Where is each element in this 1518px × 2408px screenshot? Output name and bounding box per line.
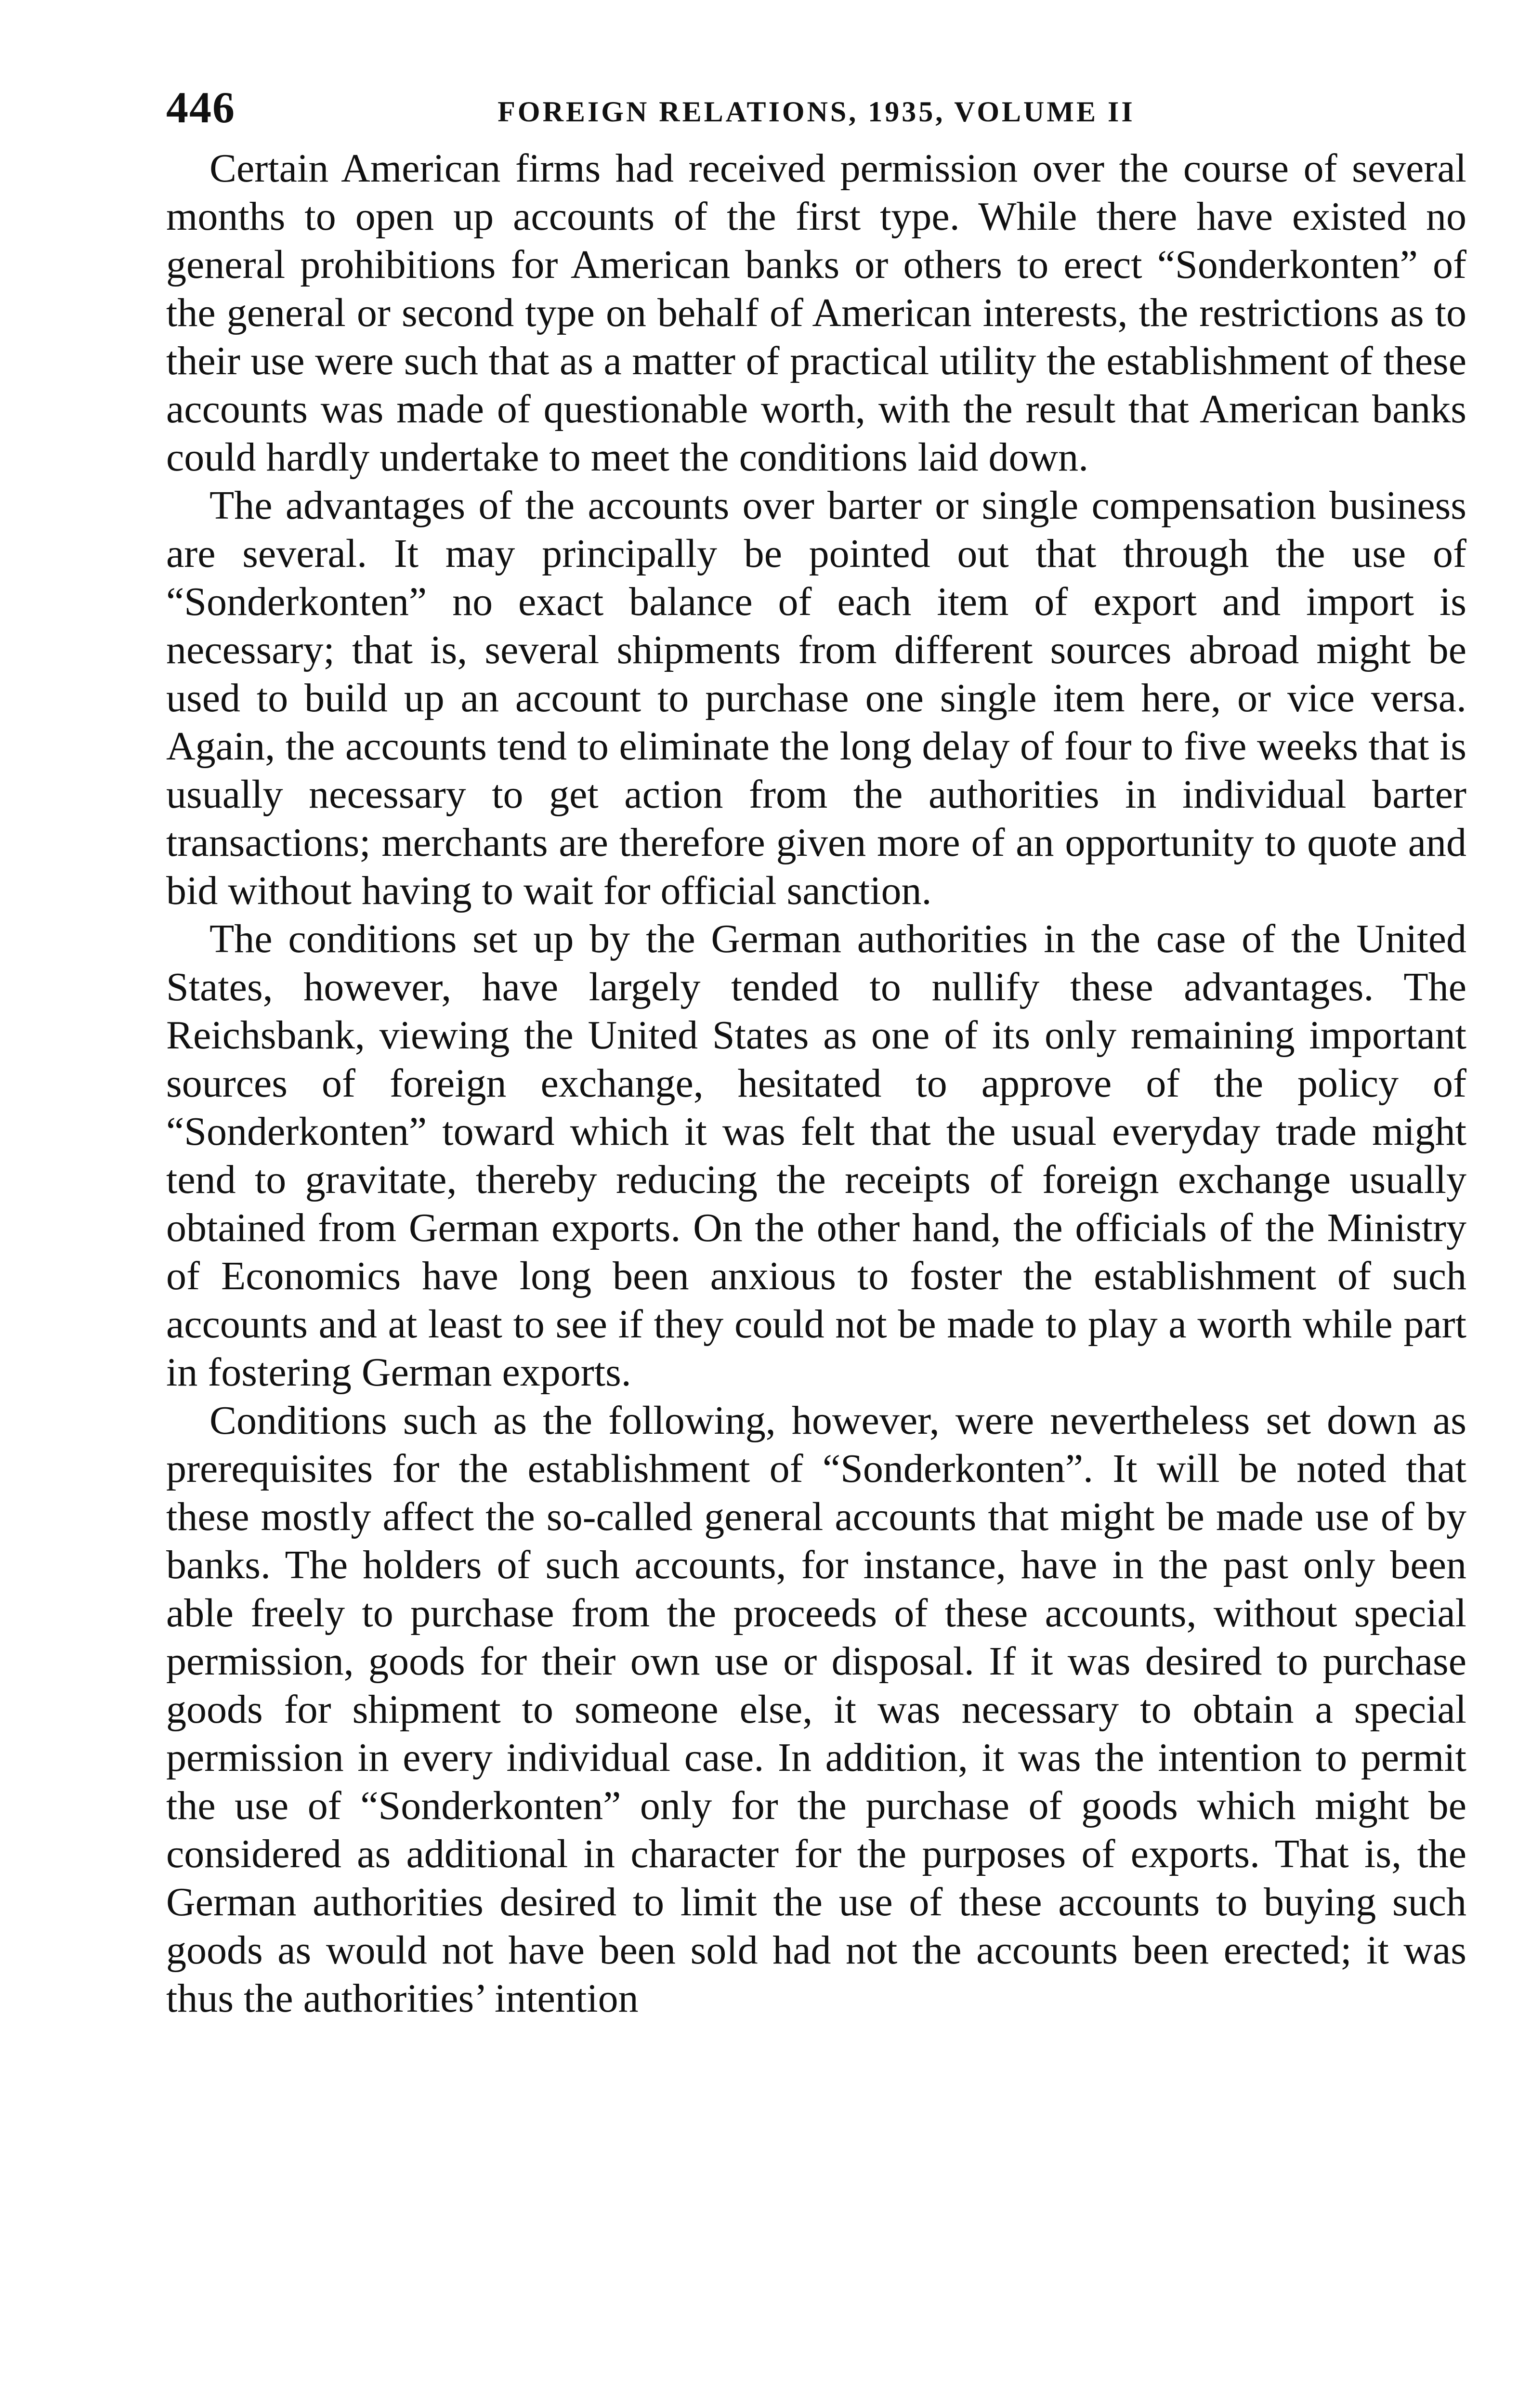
page-number: 446 <box>166 83 236 132</box>
document-page <box>166 72 1466 2023</box>
paragraph-advantages: The advantages of the accounts over barter or single compensation business are several. It may principally be pointed out that through the use of “Sonderkonten” no exact balance of each item of export and import is necessary; that is, several shipments from different sources abroad might be used to build up an account to purchase one single item here, or vice versa. Again, the accounts tend to eliminate the long delay of four to five weeks that is usually necessary to get action from the authorities in individual barter transactions; merchants are therefore given more of an opportunity to quote and bid without having to wait for official sanction. <box>166 483 1466 913</box>
running-title: FOREIGN RELATIONS, 1935, VOLUME II <box>497 96 1135 128</box>
paragraph-prerequisites: Conditions such as the following, however, were nevertheless set down as prerequisites for the establishment of “Sonderkonten”. It will be noted that these mostly affect the so-called general accounts that might be made use of by banks. The holders of such accounts, for instance, have in the past only been able freely to purchase from the proceeds of these accounts, without special permission, goods for their own use or disposal. If it was desired to purchase goods for shipment to someone else, it was necessary to obtain a special permission in every individual case. In addition, it was the intention to permit the use of “Sonderkonten” only for the purchase of goods which might be considered as additional in character for the purposes of exports. That is, the German authorities desired to limit the use of these accounts to buying such goods as would not have been sold had not the accounts been erected; it was thus the authorities’ intention <box>166 1398 1466 2021</box>
body-text <box>166 144 1466 2023</box>
paragraph-sonderkonten-first-type: Certain American firms had received permission over the course of several months to open up accounts of the first type. While there have existed no general prohibitions for American banks or others to erect “Sonderkonten” of the general or second type on behalf of American interests, the restrictions as to their use were such that as a matter of practical utility the establishment of these accounts was made of questionable worth, with the result that American banks could hardly undertake to meet the conditions laid down. <box>166 146 1466 480</box>
running-head <box>166 72 1466 144</box>
paragraph-conditions-german-authorities: The conditions set up by the German authorities in the case of the United States, however, have largely tended to nullify these advantages. The Reichsbank, viewing the United States as one of its only remaining important sources of foreign exchange, hesitated to approve of the policy of “Sonderkonten” toward which it was felt that the usual everyday trade might tend to gravitate, thereby reducing the receipts of foreign exchange usually obtained from German exports. On the other hand, the officials of the Ministry of Economics have long been anxious to foster the establishment of such accounts and at least to see if they could not be made to play a worth while part in fostering German exports. <box>166 916 1466 1395</box>
